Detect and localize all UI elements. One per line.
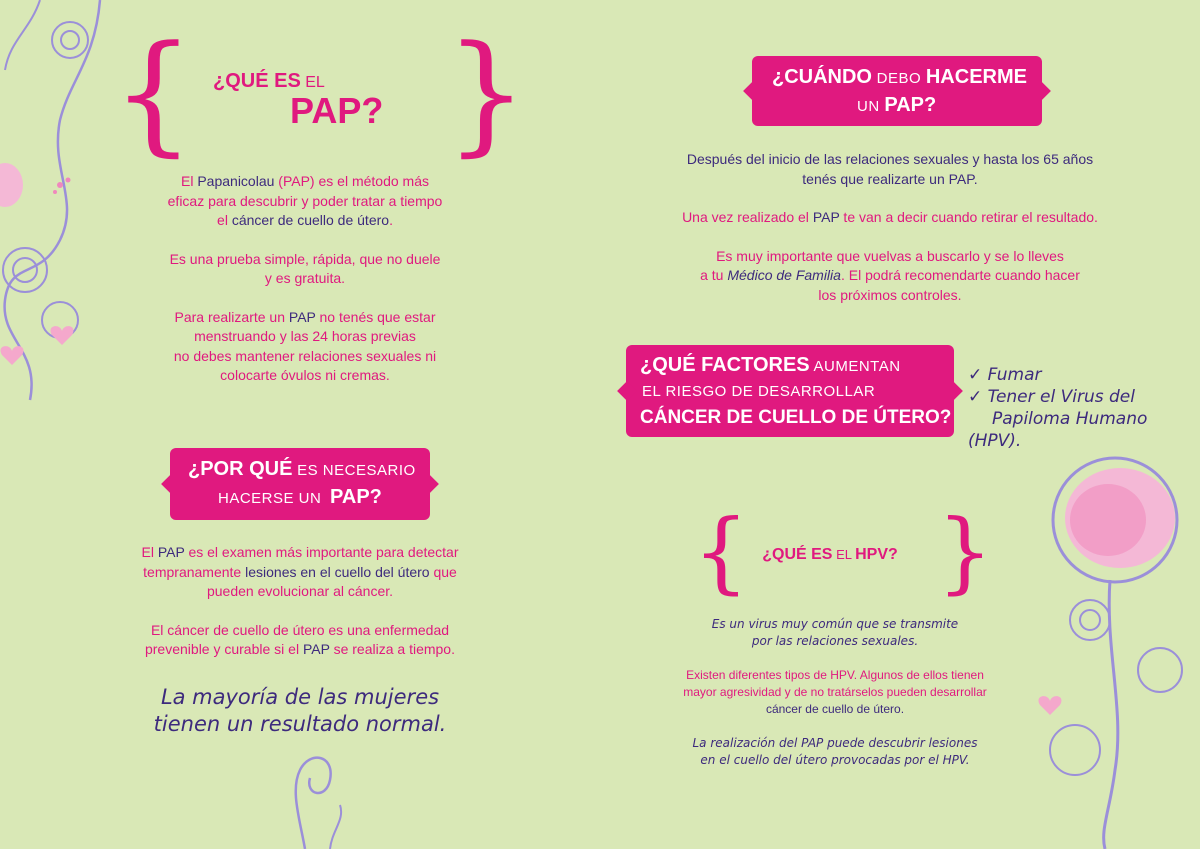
what-pap-p3 [120, 308, 490, 386]
text: Es un virus muy común que se transmite [711, 617, 959, 631]
ribbon-text-big: HACERME [925, 66, 1027, 88]
ribbon-text-big: CÁNCER DE CUELLO DE ÚTERO? [640, 407, 952, 428]
ribbon-text-big: ¿POR QUÉ [188, 458, 293, 480]
text: EL [832, 547, 856, 562]
text: eficaz para descubrir y poder tratar a tiempo [167, 192, 443, 209]
text: tienen un resultado normal. [153, 712, 447, 736]
text: no debes mantener relaciones sexuales ni [173, 347, 437, 364]
text: Es muy importante que vuelvas a buscarlo y se lo lleves [716, 247, 1064, 264]
text-highlight: cáncer de cuello de útero [231, 212, 390, 228]
factor-item-hpv [968, 386, 1193, 452]
text: Para realizarte un [174, 308, 289, 325]
text: te van a decir cuando retirar el resultado. [839, 209, 1098, 225]
factor-item-smoking [968, 364, 1193, 386]
what-pap-title-el: EL [305, 74, 325, 91]
text: en el cuello del útero provocadas por el HPV. [700, 753, 970, 767]
text: (PAP) es el método más [274, 173, 429, 189]
text: mayor agresividad y de no tratárselos pueden desarrollar [683, 685, 987, 699]
text: El [181, 173, 198, 189]
right-flower-decoration [1030, 450, 1200, 849]
when-pap-p2 [640, 208, 1140, 228]
text: Papiloma Humano (HPV). [968, 409, 1148, 451]
text: . El podrá recomendarte cuando hacer [840, 267, 1080, 283]
text: los próximos controles. [818, 286, 962, 303]
text-highlight: lesiones en el cuello del útero [245, 563, 430, 580]
when-pap-p3 [640, 247, 1140, 306]
text: prevenible y curable si el [144, 641, 303, 657]
text-highlight: Médico de Familia [727, 267, 841, 283]
text-highlight: PAP [157, 544, 185, 560]
hpv-body [640, 616, 1030, 769]
text: cáncer de cuello de útero. [765, 702, 905, 716]
check-icon: ✓ [968, 365, 983, 385]
text: HPV? [855, 546, 898, 563]
text: La realización del PAP puede descubrir lesiones [692, 736, 978, 750]
left-swirl-decoration [0, 0, 120, 420]
why-pap-ribbon [170, 448, 430, 520]
text: colocarte óvulos ni cremas. [220, 367, 390, 383]
ribbon-text-big: ¿QUÉ FACTORES [640, 354, 810, 376]
hpv-left-brace: { [693, 500, 749, 603]
what-pap-title-big: PAP? [290, 90, 384, 131]
text: tempranamente [143, 563, 246, 580]
check-icon: ✓ [968, 387, 983, 407]
text: y es gratuita. [264, 270, 346, 286]
text: El [141, 544, 158, 560]
ribbon-text-small: AUMENTAN [809, 358, 901, 375]
when-pap-body [640, 150, 1140, 305]
when-pap-ribbon [752, 56, 1042, 126]
why-pap-p2 [105, 621, 495, 660]
text: Tener el Virus del [987, 387, 1135, 407]
what-pap-body [120, 172, 490, 386]
text: a tu [700, 267, 728, 283]
what-pap-p1 [120, 172, 490, 231]
ribbon-text-big: PAP? [330, 486, 382, 508]
text: Existen diferentes tipos de HPV. Algunos de ellos tienen [686, 668, 984, 682]
text: Una vez realizado el [682, 209, 813, 225]
text: menstruando y las 24 horas previas [194, 328, 416, 344]
factors-ribbon [626, 345, 954, 437]
text: no tenés que estar [315, 308, 436, 325]
text-highlight: Papanicolau [197, 173, 275, 189]
text: por las relaciones sexuales. [751, 634, 919, 648]
why-pap-handwritten-note [120, 684, 480, 738]
text: El cáncer de cuello de útero es una enfermedad [150, 621, 450, 638]
text: . [389, 212, 393, 228]
text: ¿QUÉ ES [762, 546, 833, 563]
hpv-right-brace: } [937, 500, 993, 603]
text-highlight: PAP [302, 641, 330, 657]
text: es el examen más importante para detectar [184, 544, 459, 560]
hpv-p1 [640, 616, 1030, 650]
right-brace: } [445, 17, 528, 169]
hpv-title [730, 546, 930, 564]
text: Fumar [987, 365, 1042, 385]
when-pap-p1 [640, 150, 1140, 189]
ribbon-text-small: UN [857, 98, 885, 115]
factors-list [968, 364, 1193, 452]
text-highlight: PAP [288, 308, 316, 325]
what-pap-title-small: ¿QUÉ ES [213, 70, 301, 92]
ribbon-text-small: ES NECESARIO [292, 462, 416, 479]
text: La mayoría de las mujeres [160, 685, 440, 709]
text: tenés que realizarte un PAP. [802, 170, 978, 187]
hpv-p2 [640, 667, 1030, 718]
text: el [217, 212, 232, 228]
ribbon-text-small: EL RIESGO DE DESARROLLAR [642, 383, 876, 400]
text: pueden evolucionar al cáncer. [206, 583, 394, 599]
ribbon-text-small: HACERSE UN [218, 490, 327, 507]
text: Es una prueba simple, rápida, que no duele [169, 250, 441, 267]
ribbon-text-small: DEBO [872, 70, 926, 87]
text: se realiza a tiempo. [329, 641, 455, 657]
text: Después del inicio de las relaciones sexuales y hasta los 65 años [686, 151, 1094, 167]
text: que [429, 563, 457, 580]
text-highlight: PAP [812, 209, 840, 225]
what-pap-p2 [120, 250, 490, 289]
hpv-p3 [640, 735, 1030, 769]
ribbon-text-big: PAP? [884, 94, 937, 116]
why-pap-body [105, 543, 495, 660]
why-pap-p1 [105, 543, 495, 602]
ribbon-text-big: ¿CUÁNDO [772, 66, 872, 88]
bottom-swirl-decoration [270, 730, 360, 849]
left-brace: { [112, 17, 195, 169]
